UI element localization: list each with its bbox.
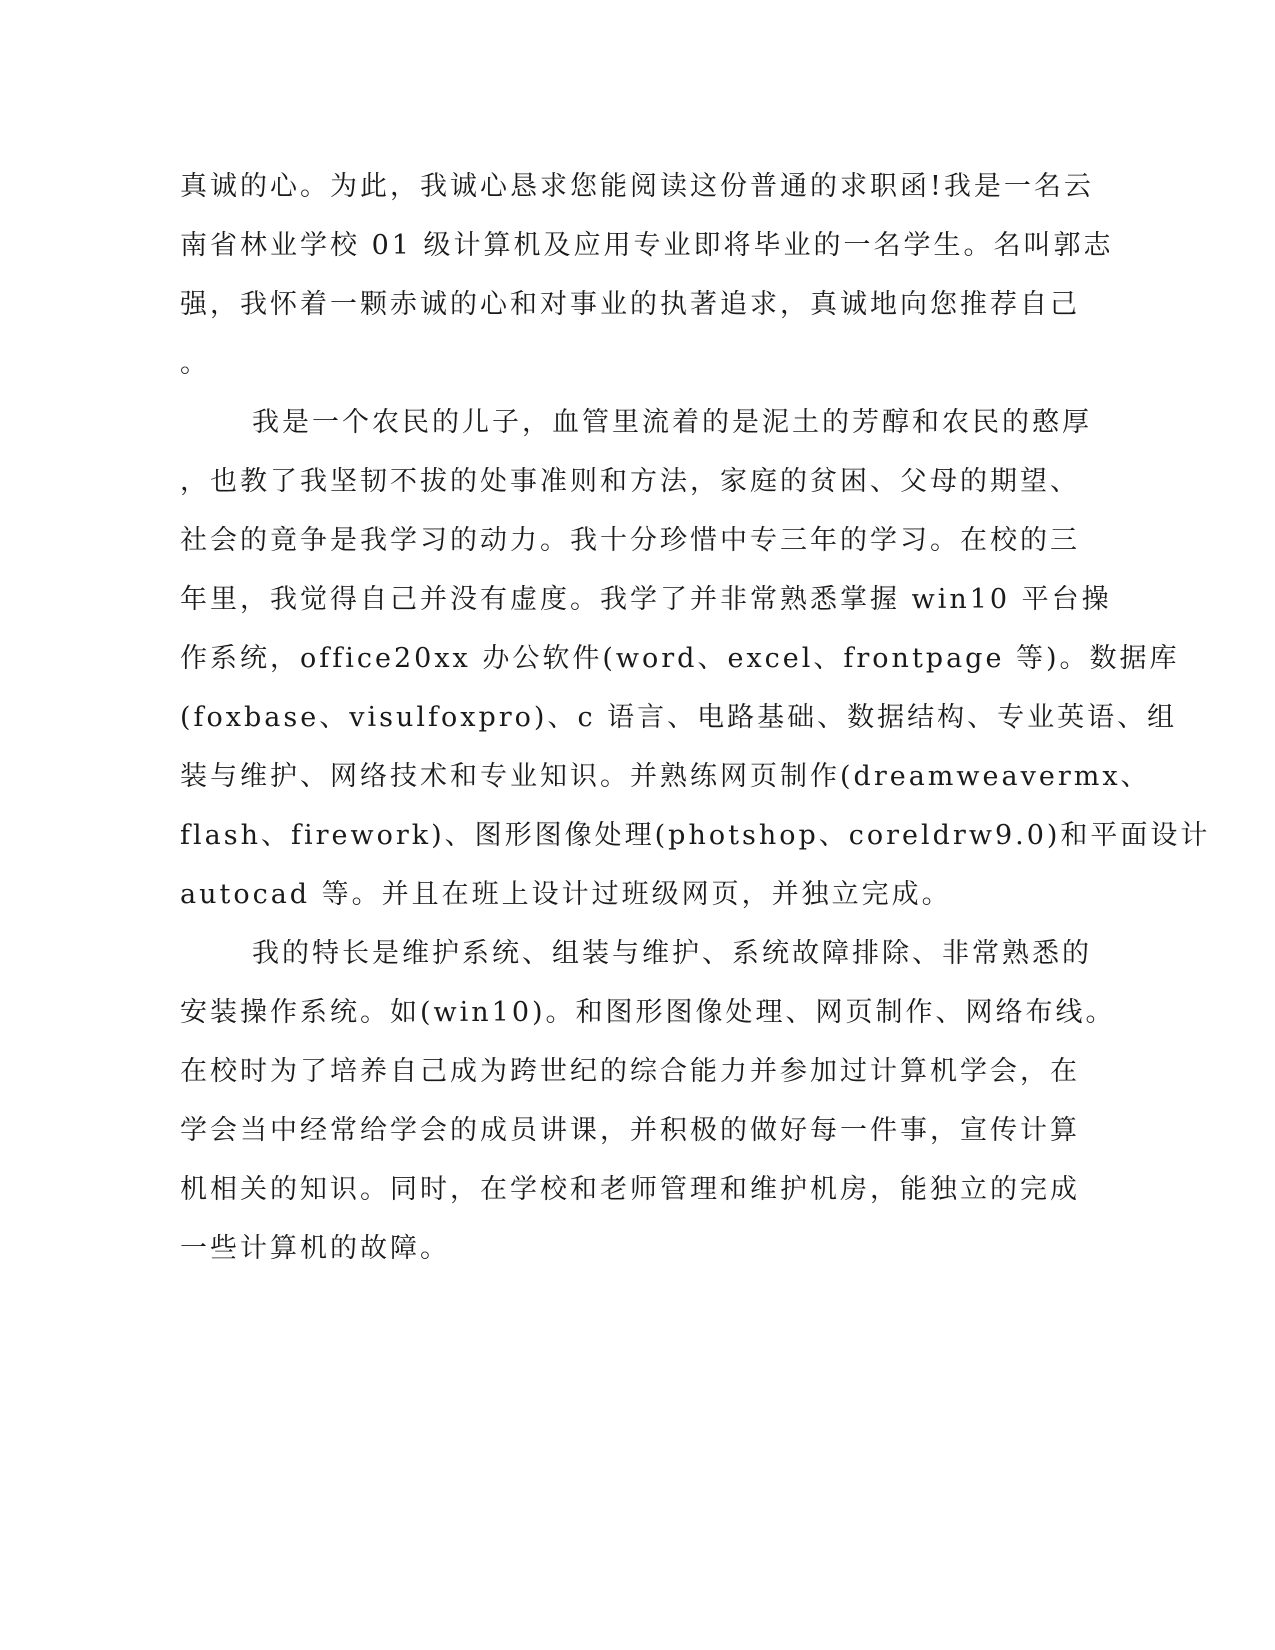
text-line: 一些计算机的故障。 xyxy=(180,1233,450,1264)
text-line: 我是一个农民的儿子，血管里流着的是泥土的芳醇和农民的憨厚 xyxy=(252,407,1092,438)
paragraph-3 xyxy=(180,924,1116,1278)
text-line: autocad 等。并且在班上设计过班级网页，并独立完成。 xyxy=(180,879,952,910)
text-line: 强，我怀着一颗赤诚的心和对事业的执著追求，真诚地向您推荐自己 xyxy=(180,289,1080,320)
text-line: ，也教了我坚韧不拔的处事准则和方法，家庭的贫困、父母的期望、 xyxy=(180,466,1080,497)
body-text xyxy=(180,157,1211,1278)
text-line: 。 xyxy=(180,348,210,379)
text-line: (foxbase、visulfoxpro)、c 语言、电路基础、数据结构、专业英语、组 xyxy=(180,702,1178,733)
text-line: 安装操作系统。如(win10)。和图形图像处理、网页制作、网络布线。 xyxy=(180,997,1116,1028)
text-line: 我的特长是维护系统、组装与维护、系统故障排除、非常熟悉的 xyxy=(252,938,1092,969)
text-line: 学会当中经常给学会的成员讲课，并积极的做好每一件事，宣传计算 xyxy=(180,1115,1080,1146)
text-line: 社会的竟争是我学习的动力。我十分珍惜中专三年的学习。在校的三 xyxy=(180,525,1080,556)
text-line: 南省林业学校 01 级计算机及应用专业即将毕业的一名学生。名叫郭志 xyxy=(180,230,1114,261)
text-line: 机相关的知识。同时，在学校和老师管理和维护机房，能独立的完成 xyxy=(180,1174,1080,1205)
text-line: flash、firework)、图形图像处理(photshop、coreldrw9.0)和平面设计 xyxy=(180,820,1211,851)
paragraph-1 xyxy=(180,157,1114,393)
text-line: 年里，我觉得自己并没有虚度。我学了并非常熟悉掌握 win10 平台操 xyxy=(180,584,1112,615)
text-line: 作系统，office20xx 办公软件(word、excel、frontpage 等)。数据库 xyxy=(180,643,1180,674)
text-line: 真诚的心。为此，我诚心恳求您能阅读这份普通的求职函!我是一名云 xyxy=(180,171,1094,202)
text-line: 在校时为了培养自己成为跨世纪的综合能力并参加过计算机学会，在 xyxy=(180,1056,1080,1087)
paragraph-2 xyxy=(180,393,1211,924)
text-line: 装与维护、网络技术和专业知识。并熟练网页制作(dreamweavermx、 xyxy=(180,761,1151,792)
